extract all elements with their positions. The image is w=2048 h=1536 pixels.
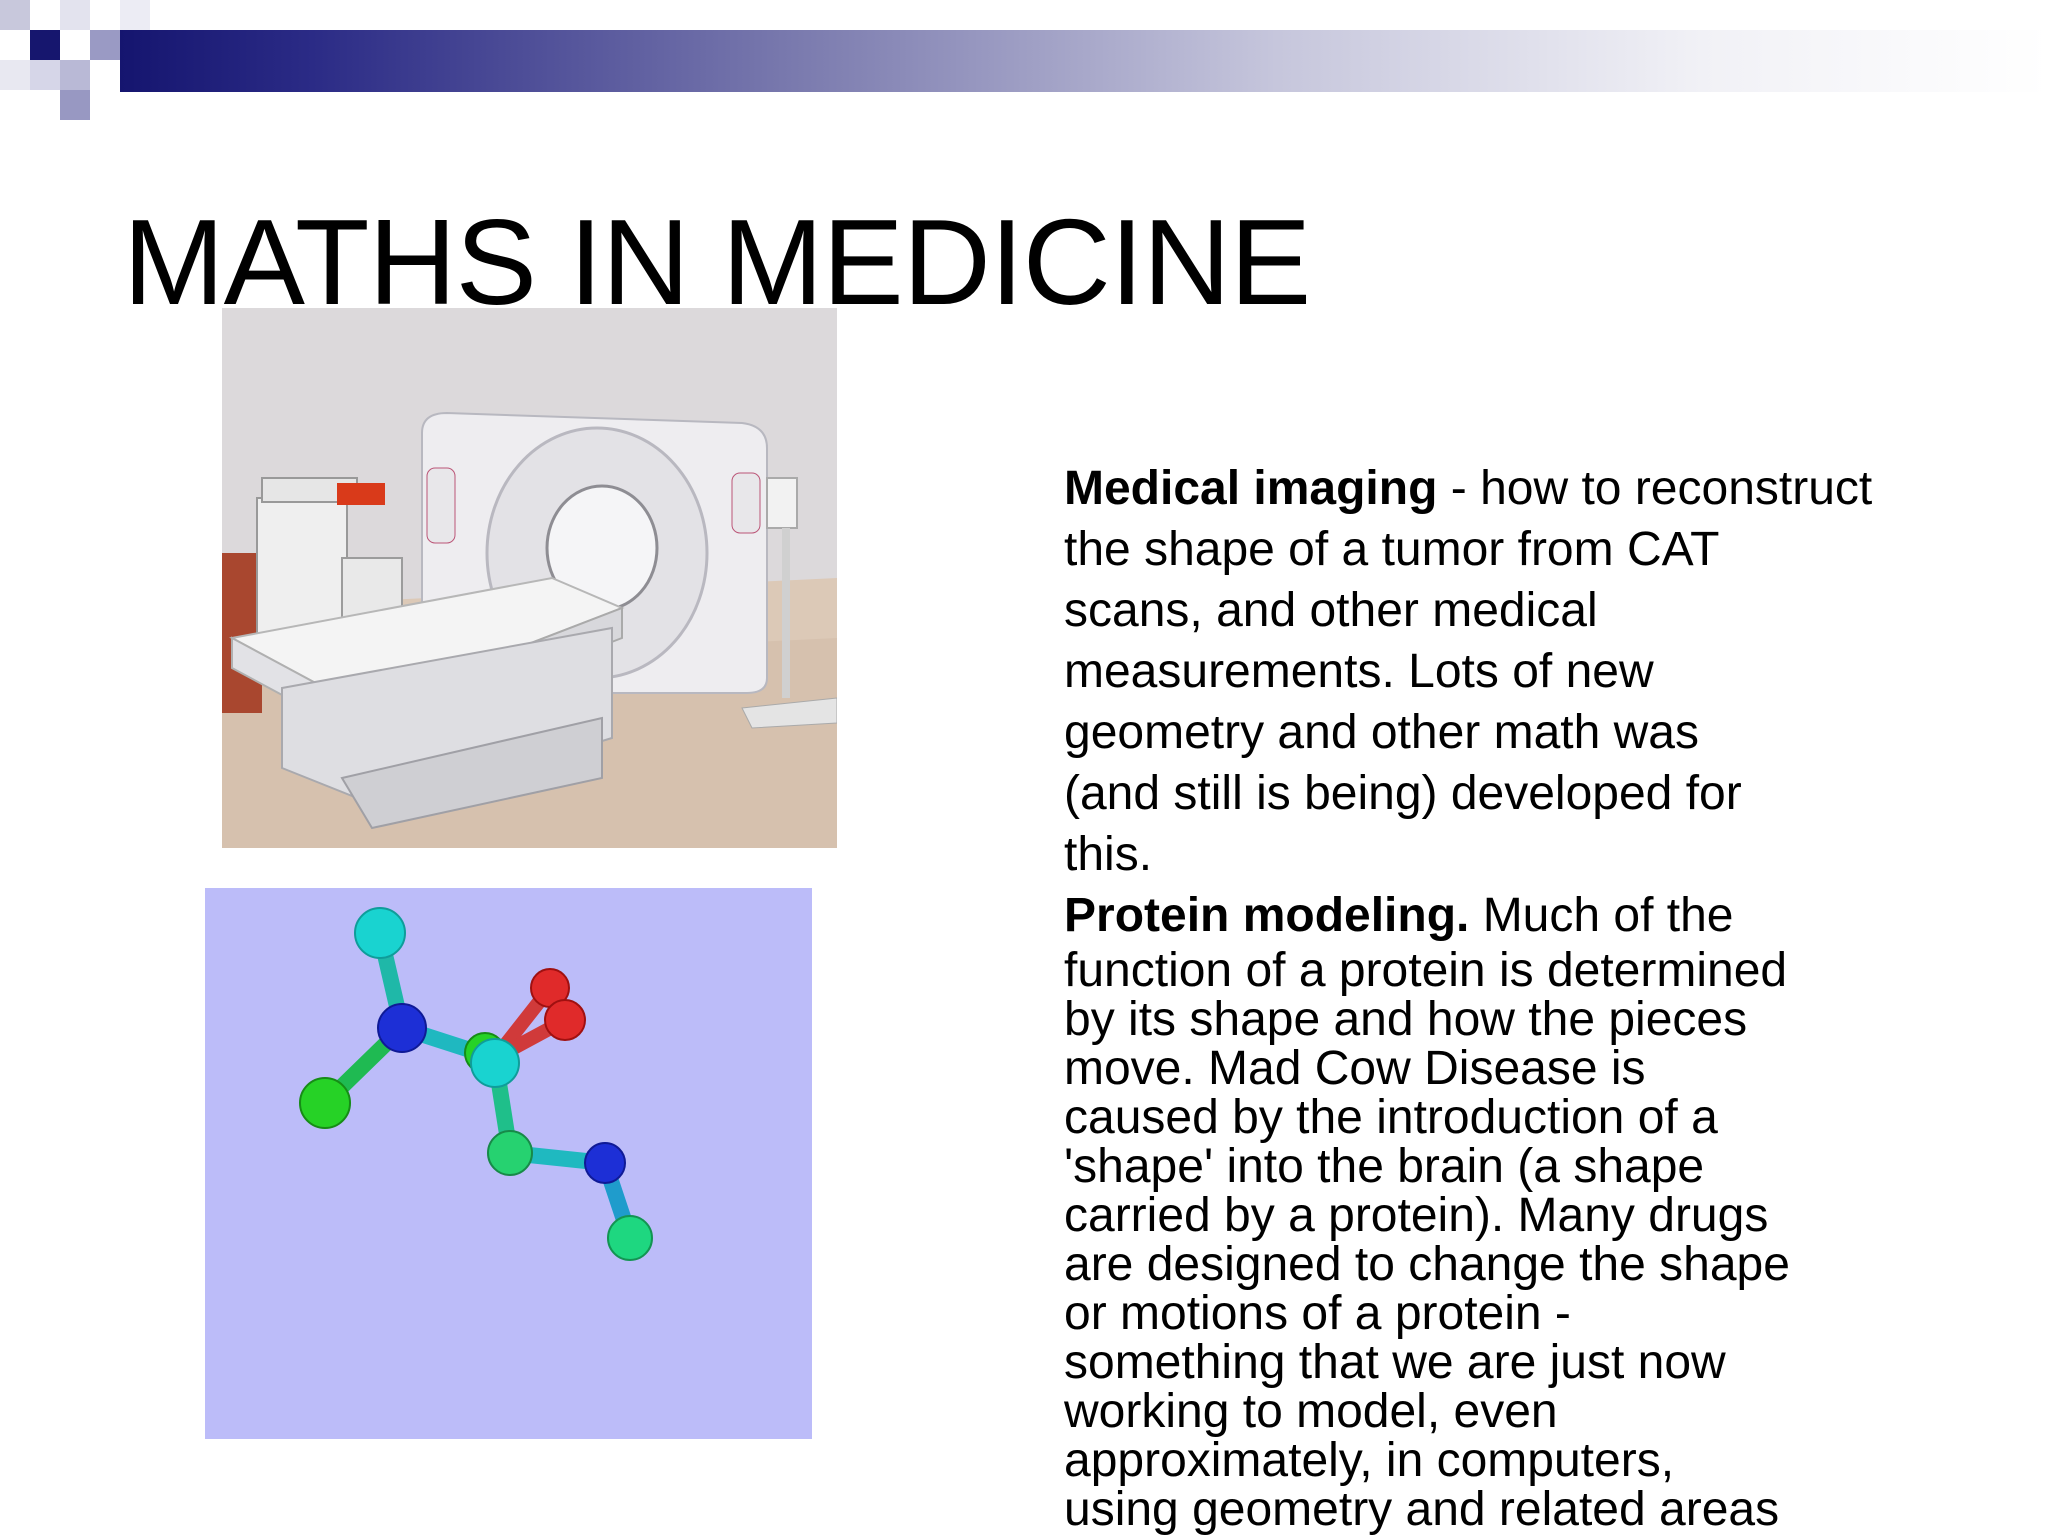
paragraph-line: geometry and other math was (1064, 706, 1699, 759)
header-square-decoration (0, 0, 30, 30)
paragraph-line: working to model, even (1064, 1385, 1558, 1438)
paragraph-text: Much of the (1469, 889, 1734, 942)
paragraph-protein-modeling (1064, 885, 2024, 1534)
paragraph-text: - how to reconstruct (1437, 462, 1873, 515)
header-square-decoration (60, 0, 90, 30)
paragraph-line: move. Mad Cow Disease is (1064, 1042, 1646, 1095)
paragraph-line: or motions of a protein - (1064, 1287, 1571, 1340)
ct-scanner-image (222, 308, 837, 848)
paragraph-line (1064, 885, 2024, 946)
molecule-image (205, 888, 812, 1439)
slide-title: MATHS IN MEDICINE (123, 194, 1311, 330)
paragraph-line: caused by the introduction of a (1064, 1091, 1718, 1144)
header-square-decoration (30, 60, 60, 90)
header-gradient-bar (120, 30, 2048, 92)
paragraph-term: Medical imaging (1064, 462, 1438, 515)
paragraph-line: are designed to change the shape (1064, 1238, 1790, 1291)
paragraph-line: carried by a protein). Many drugs (1064, 1189, 1769, 1242)
paragraph-term: Protein modeling. (1064, 889, 1470, 942)
paragraph-line: something that we are just now (1064, 1336, 1726, 1389)
paragraph-line: the shape of a tumor from CAT (1064, 523, 1720, 576)
header-square-decoration (120, 0, 150, 30)
paragraph-line: function of a protein is determined (1064, 944, 1788, 997)
header-square-decoration (90, 30, 120, 60)
paragraph-line: measurements. Lots of new (1064, 645, 1654, 698)
paragraph-line: scans, and other medical (1064, 584, 1598, 637)
paragraph-line: using geometry and related areas (1064, 1483, 1780, 1536)
paragraph-medical-imaging (1064, 458, 2024, 885)
slide-body (1064, 458, 2024, 1534)
paragraph-line: 'shape' into the brain (a shape (1064, 1140, 1705, 1193)
header-square-decoration (60, 90, 90, 120)
header-square-decoration (0, 60, 30, 90)
paragraph-line: approximately, in computers, (1064, 1434, 1675, 1487)
header-square-decoration (60, 60, 90, 90)
header-square-decoration (30, 30, 60, 60)
paragraph-line: (and still is being) developed for (1064, 767, 1742, 820)
paragraph-line: by its shape and how the pieces (1064, 993, 1748, 1046)
paragraph-line: this. (1064, 828, 1153, 881)
paragraph-line (1064, 458, 2024, 519)
